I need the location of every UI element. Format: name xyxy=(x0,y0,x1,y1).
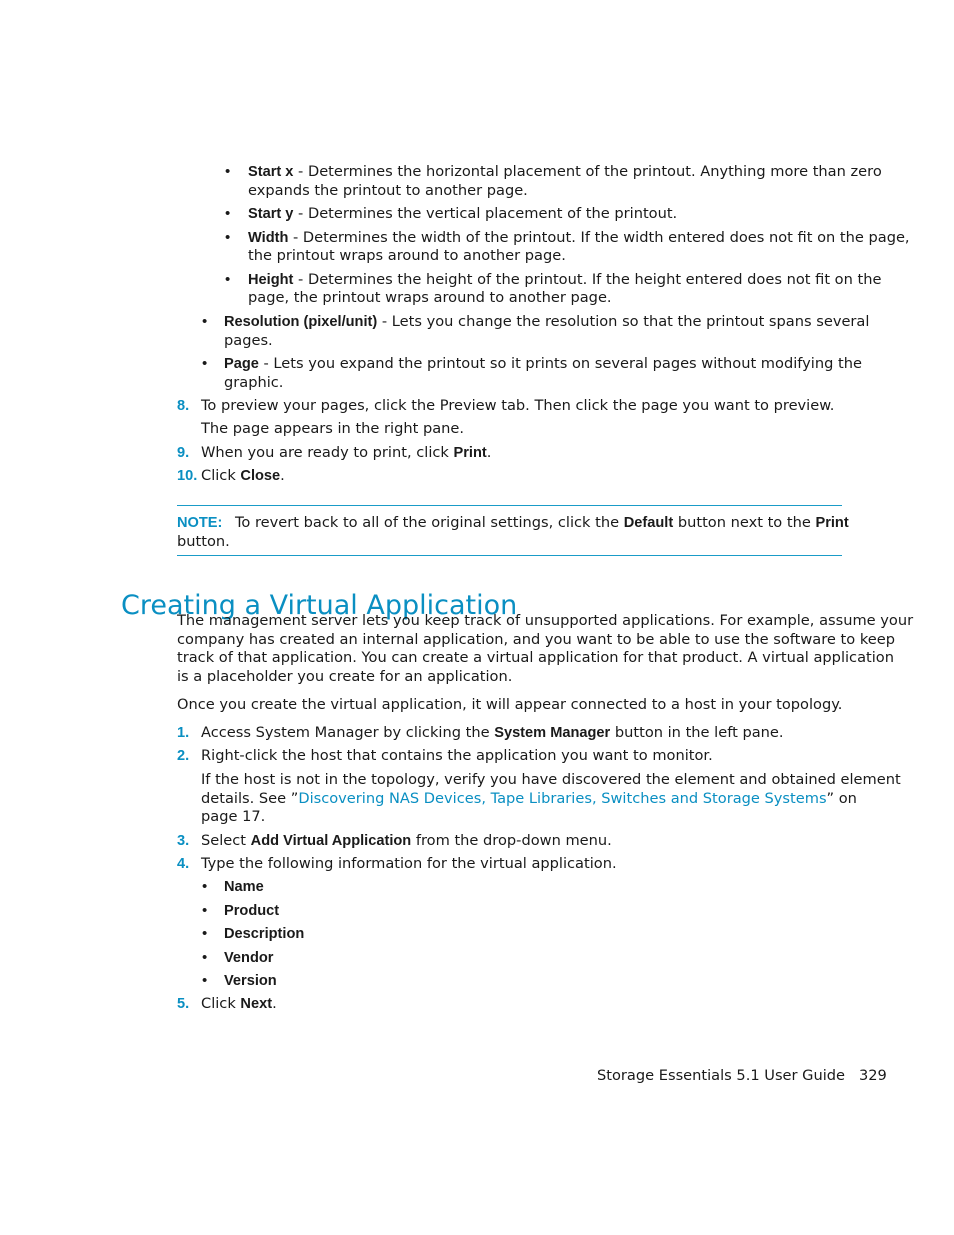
page-number: 329 xyxy=(858,1067,887,1084)
list-item: Start x - Determines the horizontal placement of the printout. Anything more than zero xyxy=(248,163,882,180)
list-item: Vendor xyxy=(224,950,274,966)
bullet-glyph: • xyxy=(202,355,208,372)
step-text: Click Close. xyxy=(201,467,285,484)
step-number: 5. xyxy=(177,996,190,1012)
bullet-glyph: • xyxy=(202,949,208,966)
step-text: When you are ready to print, click Print. xyxy=(201,444,492,461)
paragraph-line: The management server lets you keep track of unsupported applications. For example, assume your xyxy=(177,612,914,629)
step-subtext: page 17. xyxy=(201,808,266,825)
cross-reference-link[interactable]: Discovering NAS Devices, Tape Libraries, Switches and Storage Systems xyxy=(298,790,827,807)
list-item: Name xyxy=(224,879,264,895)
step-number: 9. xyxy=(177,445,190,461)
step-number: 8. xyxy=(177,398,190,414)
paragraph-line: company has created an internal application, and you want to be able to use the software to keep xyxy=(177,631,895,648)
step-subtext: details. See ”Discovering NAS Devices, Tape Libraries, Switches and Storage Systems” on xyxy=(201,790,857,807)
list-item: Width - Determines the width of the printout. If the width entered does not fit on the page, xyxy=(248,229,910,246)
guide-title: Storage Essentials 5.1 User Guide xyxy=(597,1067,846,1084)
step-number: 2. xyxy=(177,748,190,764)
page-footer xyxy=(597,1067,887,1086)
bullet-glyph: • xyxy=(202,878,208,895)
list-item-continuation: expands the printout to another page. xyxy=(248,182,528,199)
paragraph: Once you create the virtual application, it will appear connected to a host in your topology. xyxy=(177,696,843,713)
bullet-glyph: • xyxy=(202,902,208,919)
step-number: 3. xyxy=(177,833,190,849)
step-number: 10. xyxy=(177,468,198,484)
note-text: To revert back to all of the original settings, click the Default button next to the Print xyxy=(235,514,849,531)
step-text: To preview your pages, click the Preview tab. Then click the page you want to preview. xyxy=(201,397,835,414)
step-number: 1. xyxy=(177,725,190,741)
list-item: Description xyxy=(224,926,305,942)
note-bottom-rule xyxy=(177,555,842,556)
step-text: Right-click the host that contains the application you want to monitor. xyxy=(201,747,713,764)
step-text: Click Next. xyxy=(201,995,277,1012)
step-text: Type the following information for the virtual application. xyxy=(201,855,617,872)
step-subtext: If the host is not in the topology, verify you have discovered the element and obtained element xyxy=(201,771,901,788)
bullet-glyph: • xyxy=(202,925,208,942)
bullet-glyph: • xyxy=(225,163,231,180)
list-item: Resolution (pixel/unit) - Lets you change the resolution so that the printout spans several xyxy=(224,313,870,330)
step-text: Access System Manager by clicking the System Manager button in the left pane. xyxy=(201,724,784,741)
note-text-continuation: button. xyxy=(177,533,230,550)
bullet-glyph: • xyxy=(225,271,231,288)
list-item-continuation: pages. xyxy=(224,332,273,349)
list-item-continuation: page, the printout wraps around to another page. xyxy=(248,289,612,306)
list-item: Height - Determines the height of the printout. If the height entered does not fit on the xyxy=(248,271,882,288)
paragraph-line: track of that application. You can create a virtual application for that product. A virtual application xyxy=(177,649,894,666)
list-item: Product xyxy=(224,903,280,919)
list-item-continuation: graphic. xyxy=(224,374,284,391)
note-label: NOTE: xyxy=(177,515,223,531)
step-number: 4. xyxy=(177,856,190,872)
list-item: Page - Lets you expand the printout so it prints on several pages without modifying the xyxy=(224,355,862,372)
section-heading: Creating a Virtual Application xyxy=(121,590,518,622)
list-item: Start y - Determines the vertical placement of the printout. xyxy=(248,205,678,222)
list-item: Version xyxy=(224,973,277,989)
paragraph-line: is a placeholder you create for an application. xyxy=(177,668,513,685)
bullet-glyph: • xyxy=(202,972,208,989)
list-item-continuation: the printout wraps around to another page. xyxy=(248,247,566,264)
step-subtext: The page appears in the right pane. xyxy=(201,420,465,437)
bullet-glyph: • xyxy=(225,229,231,246)
bullet-glyph: • xyxy=(225,205,231,222)
note-top-rule xyxy=(177,505,842,506)
bullet-glyph: • xyxy=(202,313,208,330)
step-text: Select Add Virtual Application from the drop-down menu. xyxy=(201,832,612,849)
